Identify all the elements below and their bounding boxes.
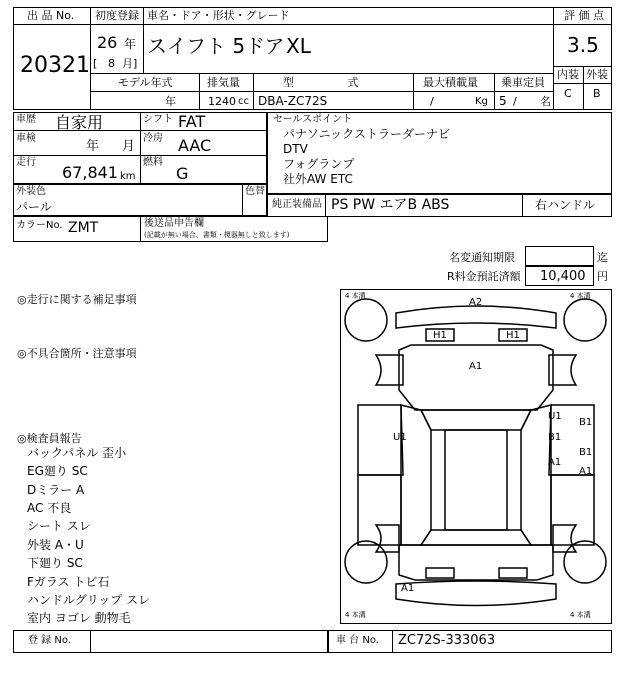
inspection-month: 月: [122, 139, 136, 154]
inspection-label: 車検: [16, 133, 36, 144]
docs-label: 後送品申告欄: [144, 218, 204, 229]
damage-mark: A1: [548, 457, 562, 468]
sales-point-label: セールスポイント: [273, 114, 353, 125]
damage-mark: A2: [469, 297, 483, 308]
mileage-unit: km: [120, 171, 136, 182]
tire-front-right: [564, 299, 606, 341]
inspector-line: シート スレ: [27, 519, 91, 533]
displacement-label: 排気量: [207, 76, 240, 89]
damage-mark: U1: [393, 432, 407, 443]
lot-label: 出 品 No.: [27, 9, 75, 22]
supplement-label: ◎走行に関する補足事項: [17, 293, 137, 306]
damage-mark: A1: [401, 583, 415, 594]
damage-mark: B1: [579, 447, 593, 458]
capacity-slash: /: [513, 95, 517, 108]
meter-deadline-suffix: 迄: [597, 251, 608, 264]
inspector-line: 室内 ヨゴレ 動物毛: [27, 611, 131, 625]
lot-number: 20321: [20, 53, 90, 78]
shift: FAT: [178, 112, 206, 131]
name-label: 車名・ドア・形状・グレード: [147, 9, 290, 22]
inspector-line: ハンドルグリップ スレ: [27, 593, 151, 607]
chassis-label: 車 台 No.: [336, 635, 379, 646]
meter-deadline-box: [525, 246, 594, 266]
inspector-line: AC 不良: [27, 501, 72, 515]
ac-label: 冷房: [143, 133, 163, 144]
shift-label: シフト: [143, 114, 173, 125]
car-diagram: [340, 289, 612, 624]
tire-tread-label: 4 本溝: [570, 611, 591, 619]
repaint-label: 色替: [245, 186, 265, 197]
capacity-unit: 名: [540, 95, 551, 108]
damage-mark: H1: [506, 330, 520, 341]
displacement-unit: cc: [238, 96, 249, 107]
history: 自家用: [55, 113, 104, 132]
first-reg-month: 8: [108, 57, 115, 70]
tire-tread-label: 4 本溝: [345, 292, 366, 300]
equipment-label: 純正装備品: [272, 199, 322, 210]
damage-mark: B1: [548, 432, 562, 443]
displacement: 1240: [208, 95, 236, 108]
tire-rear-left: [345, 541, 387, 583]
mileage: 67,841: [62, 163, 118, 182]
max-load-slash: /: [430, 95, 434, 108]
inspector-label: ◎検査員報告: [17, 432, 82, 445]
fuel-label: 燃料: [143, 157, 163, 168]
mileage-label: 走行: [16, 157, 36, 168]
steering: 右ハンドル: [535, 198, 596, 212]
model-year-label: モデル年式: [118, 76, 173, 89]
exterior-color-label: 外装色: [16, 186, 46, 197]
exterior-label: 外装: [586, 68, 608, 81]
chassis-no: ZC72S-333063: [398, 633, 496, 648]
tire-rear-right: [564, 541, 606, 583]
damage-mark: H1: [433, 330, 447, 341]
inspector-line: 下廻り SC: [27, 556, 83, 570]
damage-mark: U1: [548, 411, 562, 422]
first-reg-label: 初度登録: [95, 9, 139, 22]
month-unit: 月]: [122, 57, 138, 70]
car-name: スイフト 5ドア: [147, 34, 285, 58]
docs-note: (記載が無い場合、書類・榎器無しと致します): [144, 231, 290, 239]
recycle-value: 10,400: [540, 269, 586, 284]
meter-deadline-label: 名変通知期限: [449, 251, 515, 264]
max-load-unit: Kg: [475, 96, 488, 107]
max-load-label: 最大積載量: [423, 76, 478, 89]
recycle-label: R料金預託済額: [447, 270, 521, 283]
interior-grade: C: [564, 87, 572, 100]
color-no: ZMT: [68, 220, 99, 236]
score: 3.5: [567, 33, 599, 57]
inspector-line: バックパネル 歪小: [27, 446, 127, 460]
capacity: 5: [499, 94, 507, 108]
year-unit: 年: [124, 37, 137, 51]
inspector-line: Fガラス トビ石: [27, 575, 110, 589]
model-year-unit: 年: [165, 95, 176, 108]
color-no-label: カラーNo.: [16, 220, 63, 231]
grade: XL: [286, 34, 311, 58]
damage-mark: A1: [579, 466, 593, 477]
sales-point-line: パナソニックストラーダーナビ: [283, 127, 451, 141]
inspector-line: 外装 A・U: [27, 538, 84, 552]
exterior-grade: B: [593, 87, 601, 100]
sales-point-line: 社外AW ETC: [283, 172, 353, 186]
sales-point-line: DTV: [283, 142, 308, 156]
tire-tread-label: 4 本溝: [345, 611, 366, 619]
ac: AAC: [178, 136, 212, 155]
first-reg-year: 26: [97, 33, 118, 52]
inspector-line: EG廻り SC: [27, 464, 88, 478]
damage-mark: B1: [579, 417, 593, 428]
score-label: 評 価 点: [564, 9, 604, 22]
fuel: G: [176, 164, 189, 183]
exterior-color: パール: [16, 200, 52, 214]
tire-front-left: [345, 299, 387, 341]
reg-no-label: 登 録 No.: [28, 635, 71, 646]
month-bracket: [: [93, 57, 98, 70]
tire-tread-label: 4 本溝: [570, 292, 591, 300]
history-label: 車歴: [16, 114, 36, 125]
inspection-year: 年: [86, 139, 100, 154]
sales-point-line: フォグランプ: [283, 157, 355, 171]
damage-mark: A1: [469, 361, 483, 372]
capacity-label: 乗車定員: [501, 76, 545, 89]
defects-label: ◎不具合箇所・注意事項: [17, 347, 137, 360]
equipment-items: PS PW エアB ABS: [331, 197, 450, 213]
model-code: DBA-ZC72S: [258, 94, 328, 108]
recycle-unit: 円: [597, 270, 608, 283]
inspector-line: Dミラー A: [27, 483, 85, 497]
interior-label: 内装: [557, 68, 579, 81]
model-label: 型 式: [283, 76, 359, 89]
